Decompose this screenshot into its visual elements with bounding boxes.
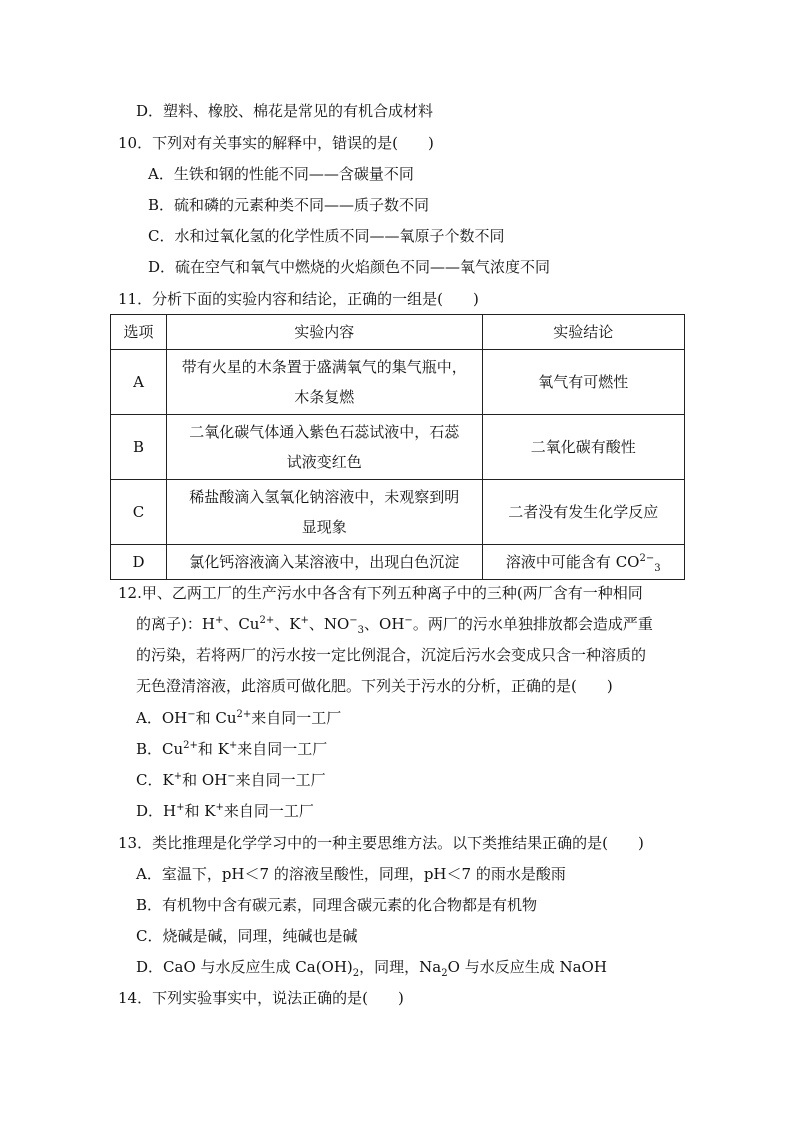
row-option: C — [111, 480, 167, 545]
q12-option-c: C．K+和 OH−来自同一工厂 — [136, 771, 326, 789]
content-line: 木条复燃 — [294, 388, 355, 406]
q12-option-d: D．H+和 K+来自同一工厂 — [136, 802, 314, 820]
header-option: 选项 — [111, 315, 167, 350]
table-row — [111, 415, 685, 480]
content-line: 稀盐酸滴入氢氧化钠溶液中，未观察到明 — [189, 488, 460, 506]
table-header-row — [111, 315, 685, 350]
row-conclusion: 二氧化碳有酸性 — [482, 415, 684, 480]
q10-stem: 10．下列对有关事实的解释中，错误的是( ) — [118, 134, 434, 152]
content-line: 氯化钙溶液滴入某溶液中，出现白色沉淀 — [189, 553, 460, 571]
q9-option-d: D．塑料、橡胶、棉花是常见的有机合成材料 — [136, 102, 434, 120]
content-line: 二氧化碳气体通入紫色石蕊试液中，石蕊 — [189, 423, 460, 441]
q14-stem: 14．下列实验事实中，说法正确的是( ) — [118, 989, 404, 1007]
q10-option-a: A．生铁和钢的性能不同——含碳量不同 — [148, 165, 414, 183]
q12-stem-line2: 的离子)：H+、$Cu^{2+}$、K+、$NO^-_3$、OH−。两厂的污水单独排放都会造成严重 — [136, 615, 653, 636]
q12-option-b: B．$Cu^{2+}$和 K+来自同一工厂 — [136, 740, 328, 758]
q12-stem-line4: 无色澄清溶液，此溶质可做化肥。下列关于污水的分析，正确的是( ) — [136, 677, 613, 695]
q12-stem-line3: 的污染，若将两厂的污水按一定比例混合，沉淀后污水会变成只含一种溶质的 — [136, 646, 647, 664]
q12-stem-line1: 12.甲、乙两工厂的生产污水中各含有下列五种离子中的三种(两厂含有一种相同 — [118, 584, 643, 602]
table-row — [111, 545, 685, 580]
row-content — [167, 480, 483, 545]
content-line: 带有火星的木条置于盛满氧气的集气瓶中， — [181, 358, 467, 376]
header-content: 实验内容 — [167, 315, 483, 350]
row-conclusion: 二者没有发生化学反应 — [482, 480, 684, 545]
q13-option-d: D．CaO 与水反应生成 $Ca(OH)_2$，同理，$Na_2O$ 与水反应生成 NaOH — [136, 958, 607, 979]
row-conclusion: 溶液中可能含有 $CO^{2-}_3$ — [482, 545, 684, 580]
q13-option-a: A．室温下，pH＜7 的溶液呈酸性，同理，pH＜7 的雨水是酸雨 — [136, 865, 566, 883]
row-option: B — [111, 415, 167, 480]
row-content — [167, 350, 483, 415]
row-option: D — [111, 545, 167, 580]
q13-option-c: C．烧碱是碱，同理，纯碱也是碱 — [136, 927, 358, 945]
row-content — [167, 415, 483, 480]
row-option: A — [111, 350, 167, 415]
q13-stem: 13．类比推理是化学学习中的一种主要思维方法。以下类推结果正确的是( ) — [118, 834, 644, 852]
row-content — [167, 545, 483, 580]
q11-stem: 11．分析下面的实验内容和结论，正确的一组是( ) — [118, 290, 479, 308]
q13-option-b: B．有机物中含有碳元素，同理含碳元素的化合物都是有机物 — [136, 896, 538, 914]
content-line: 试液变红色 — [286, 453, 362, 471]
q12-option-a: A．OH−和 $Cu^{2+}$来自同一工厂 — [136, 709, 342, 727]
q10-option-d: D．硫在空气和氧气中燃烧的火焰颜色不同——氧气浓度不同 — [148, 258, 551, 276]
row-conclusion: 氧气有可燃性 — [482, 350, 684, 415]
q10-option-b: B．硫和磷的元素种类不同——质子数不同 — [148, 196, 430, 214]
table-row — [111, 350, 685, 415]
experiment-table — [110, 314, 685, 580]
header-conclusion: 实验结论 — [482, 315, 684, 350]
q10-option-c: C．水和过氧化氢的化学性质不同——氧原子个数不同 — [148, 227, 505, 245]
table-row — [111, 480, 685, 545]
content-line: 显现象 — [301, 518, 347, 536]
